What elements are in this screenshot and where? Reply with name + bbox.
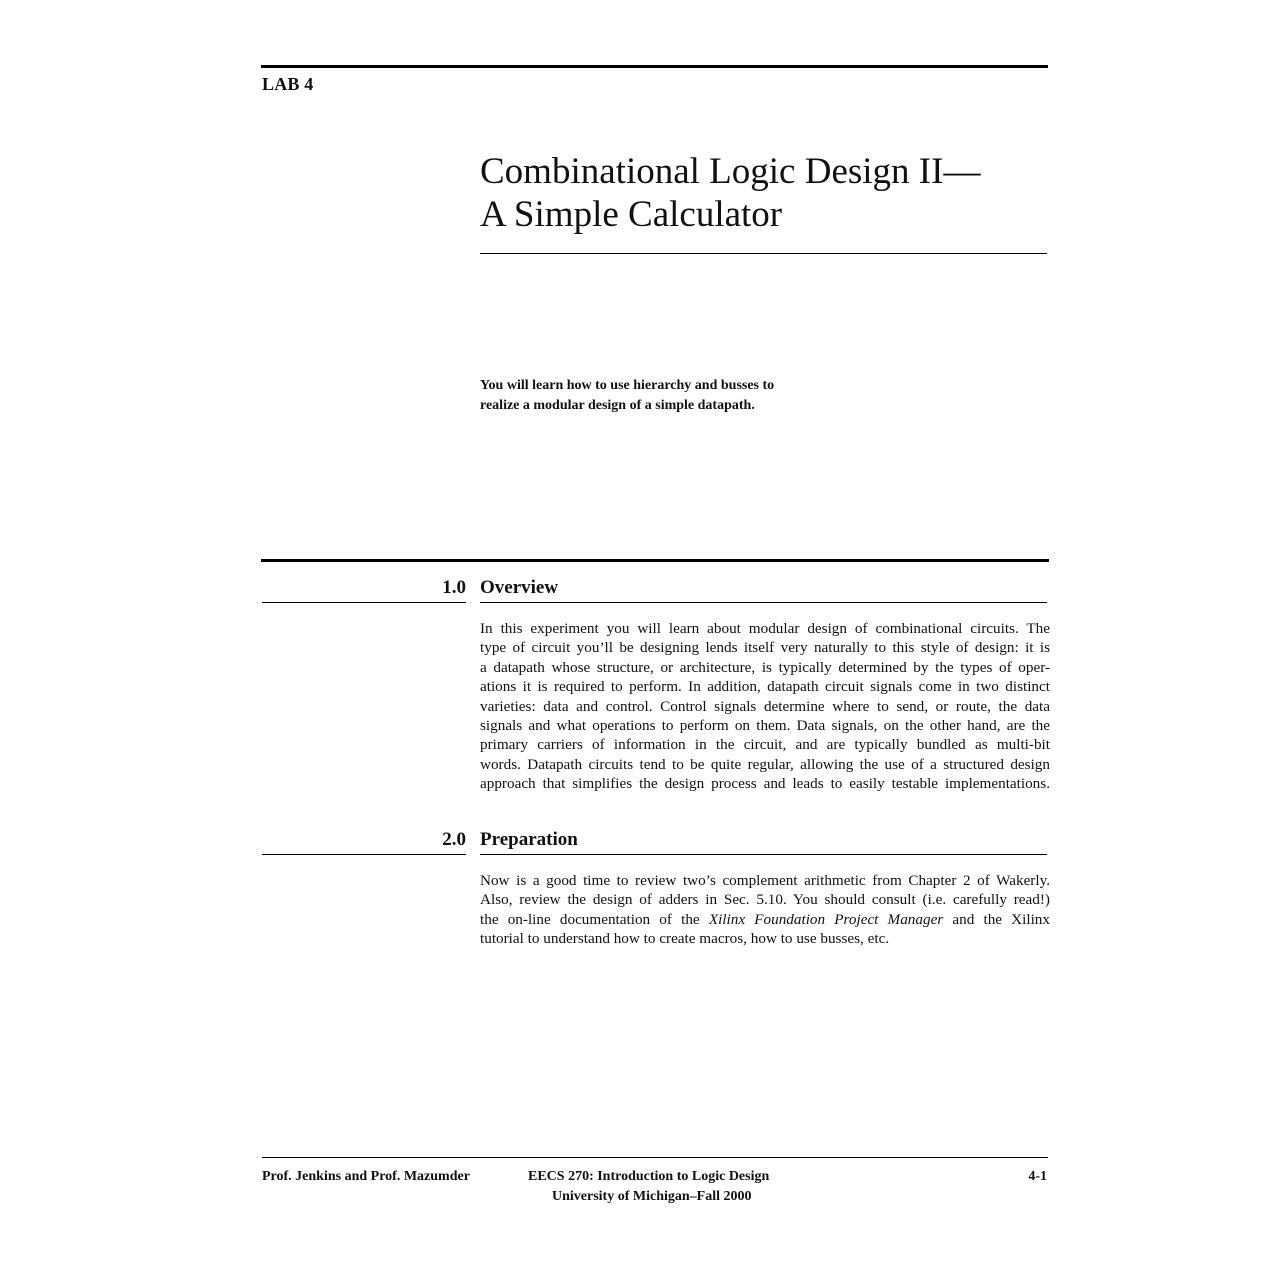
section-divider-rule xyxy=(261,559,1049,562)
line3-text-before: the on-line documentation of the xyxy=(480,910,709,928)
page-title xyxy=(480,150,980,236)
line3-text-after: and the Xilinx xyxy=(943,910,1050,928)
top-rule xyxy=(261,65,1048,68)
paragraph-line: ations it is required to perform. In addition, datapath circuit signals come in two distinct xyxy=(480,678,1050,696)
title-line-1: Combinational Logic Design II— xyxy=(480,151,981,192)
overview-paragraph xyxy=(480,619,1050,794)
preparation-paragraph xyxy=(480,871,1050,949)
section-number-overview: 1.0 xyxy=(442,577,466,598)
section-rule-overview-left xyxy=(262,602,466,603)
paragraph-line: type of circuit you’ll be designing lends itself very naturally to this style of design: it is xyxy=(480,639,1050,657)
summary-line-2: realize a modular design of a simple datapath. xyxy=(480,398,755,413)
section-rule-overview-right xyxy=(480,602,1047,603)
footer-authors: Prof. Jenkins and Prof. Mazumder xyxy=(262,1169,470,1184)
title-rule xyxy=(480,253,1047,254)
title-line-2: A Simple Calculator xyxy=(480,194,783,235)
section-title-overview: Overview xyxy=(480,577,559,598)
footer-rule xyxy=(262,1157,1048,1158)
section-rule-preparation-right xyxy=(480,854,1047,855)
footer-course: EECS 270: Introduction to Logic Design xyxy=(528,1169,770,1184)
paragraph-line xyxy=(480,910,1050,929)
chapter-summary xyxy=(480,376,774,416)
paragraph-line: tutorial to understand how to create macros, how to use busses, etc. xyxy=(480,930,890,948)
xilinx-product-name: Xilinx Foundation Project Manager xyxy=(708,910,944,928)
summary-line-1: You will learn how to use hierarchy and busses to xyxy=(480,378,775,393)
footer-institution: University of Michigan–Fall 2000 xyxy=(552,1189,752,1204)
paragraph-line: approach that simplifies the design process and leads to easily testable implementations. xyxy=(480,775,1050,793)
footer-page-number: 4-1 xyxy=(1028,1169,1047,1184)
paragraph-line: words. Datapath circuits tend to be quite regular, allowing the use of a structured design xyxy=(480,755,1050,773)
section-title-preparation: Preparation xyxy=(480,829,578,850)
paragraph-line: signals and what operations to perform on them. Data signals, on the other hand, are the xyxy=(480,717,1050,735)
lab-label: LAB 4 xyxy=(262,74,314,94)
paragraph-line: Also, review the design of adders in Sec. 5.10. You should consult (i.e. carefully read!) xyxy=(480,891,1050,909)
section-rule-preparation-left xyxy=(262,854,466,855)
paragraph-line: primary carriers of information in the circuit, and are typically bundled as multi-bit xyxy=(480,736,1050,754)
paragraph-line: a datapath whose structure, or architecture, is typically determined by the types of oper- xyxy=(480,658,1050,676)
section-number-preparation: 2.0 xyxy=(442,829,466,850)
paragraph-line: varieties: data and control. Control signals determine where to send, or route, the data xyxy=(480,697,1050,715)
paragraph-line: Now is a good time to review two’s complement arithmetic from Chapter 2 of Wakerly. xyxy=(480,872,1050,889)
paragraph-line: In this experiment you will learn about modular design of combinational circuits. The xyxy=(480,620,1050,637)
